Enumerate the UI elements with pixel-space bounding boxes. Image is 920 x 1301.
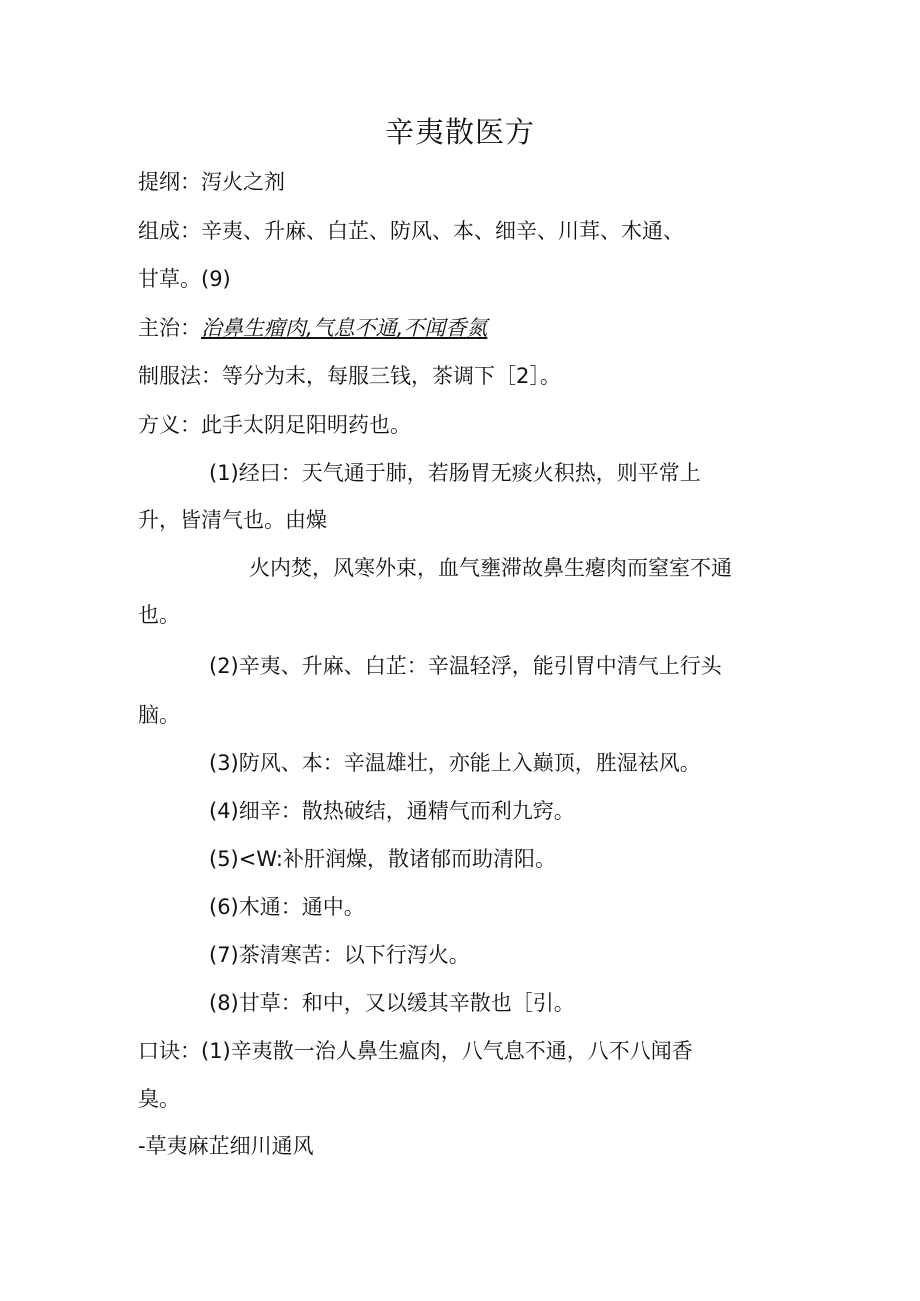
note-2-line-1: (2)辛夷、升麻、白芷：辛温轻浮，能引胃中清气上行头 (209, 654, 722, 678)
outline-line: 提纲：泻火之剂 (138, 170, 285, 194)
rhyme-line-1: 口诀：(1)辛夷散一治人鼻生瘟肉，八气息不通，八不八闻香 (138, 1039, 693, 1063)
composition-line-2: 甘草。(9) (138, 267, 231, 291)
preparation-line: 制服法：等分为末，每服三钱，茶调下［2］。 (138, 364, 561, 388)
note-8-line: (8)甘草：和中，又以缓其辛散也［引。 (209, 991, 575, 1015)
note-5-line: (5)<W:补肝润燥，散诸郁而助清阳。 (209, 847, 556, 871)
note-6-line: (6)木通：通中。 (209, 895, 365, 919)
note-1-line-3: 火内焚，风寒外束，血气壅滞故鼻生瘪肉而窒室不通 (249, 556, 732, 580)
note-1-line-1: (1)经曰：天气通于肺，若肠胃无痰火积热，则平常上 (209, 461, 701, 485)
composition-line-1: 组成：辛夷、升麻、白芷、防风、本、细辛、川茸、木通、 (138, 219, 684, 243)
document-title: 辛夷散医方 (384, 115, 535, 149)
note-1-line-4: 也。 (138, 603, 180, 627)
note-3-line: (3)防风、本：辛温雄壮，亦能上入巅顶，胜湿祛风。 (209, 751, 701, 775)
rhyme-line-2: 臭。 (138, 1087, 180, 1111)
note-7-line: (7)茶清寒苦：以下行泻火。 (209, 943, 470, 967)
note-2-line-2: 脑。 (138, 703, 180, 727)
indications-text: 治鼻生瘤肉,气息不通,不闻香氮 (201, 316, 488, 340)
note-4-line: (4)细辛：散热破结，通精气而利九窍。 (209, 799, 575, 823)
rhyme-line-3: -草夷麻芷细川通风 (138, 1134, 314, 1158)
indications-line (138, 313, 487, 343)
note-1-line-2: 升，皆清气也。由燥 (138, 508, 327, 532)
meaning-line: 方义：此手太阴足阳明药也。 (138, 413, 411, 437)
indications-label: 主治： (138, 316, 201, 340)
